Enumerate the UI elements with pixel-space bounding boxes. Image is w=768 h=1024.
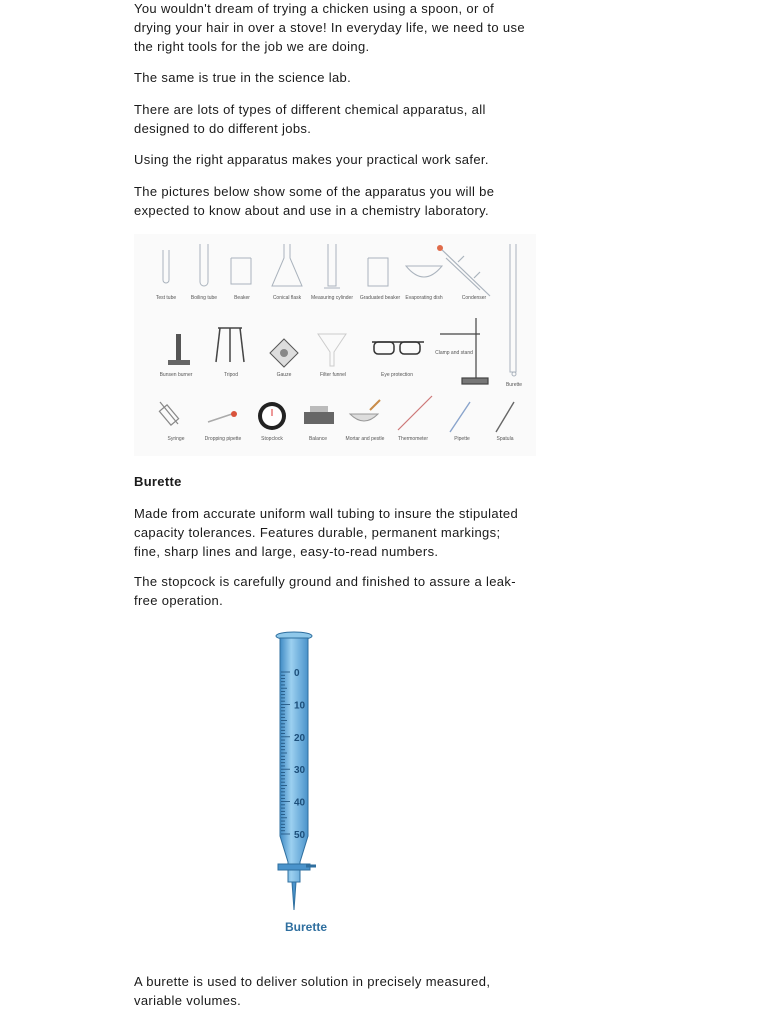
label-test-tube: Test tube [155, 295, 177, 301]
condenser-icon [437, 245, 490, 296]
label-clamp-and-stand: Clamp and stand [435, 350, 473, 356]
label-condenser: Condenser [461, 295, 487, 301]
label-graduated-beaker: Graduated beaker [359, 295, 401, 301]
label-spatula: Spatula [496, 436, 514, 442]
measuring-cylinder-icon [324, 244, 340, 288]
label-gauze: Gauze [276, 372, 292, 378]
stopcock-paragraph: The stopcock is carefully ground and finished to assure a leak-free operation. [134, 574, 516, 608]
boiling-tube-icon [200, 244, 208, 286]
label-thermometer: Thermometer [397, 436, 429, 442]
dropping-pipette-icon [208, 411, 237, 422]
label-measuring-cylinder: Measuring cylinder [311, 295, 353, 301]
label-evaporating-dish: Evaporating dish [405, 295, 443, 301]
gauze-icon [270, 339, 298, 367]
label-dropping-pipette: Dropping pipette [204, 436, 242, 442]
burette-scale-label: 40 [294, 797, 306, 809]
burette-scale-label: 30 [294, 765, 306, 777]
evaporating-dish-icon [406, 266, 442, 277]
tripod-icon [216, 328, 244, 362]
spatula-icon [496, 402, 514, 432]
graduated-beaker-icon [368, 258, 388, 286]
pipette-icon [450, 402, 470, 432]
burette-scale-label: 0 [294, 668, 300, 679]
label-syringe: Syringe [167, 436, 185, 442]
pictures-paragraph: The pictures below show some of the apparatus you will be expected to know about and use in a chemistry laboratory. [134, 184, 495, 218]
burette-scale-label: 10 [294, 700, 306, 712]
apparatus-figure [134, 234, 536, 456]
safer-paragraph: Using the right apparatus makes your practical work safer. [134, 152, 489, 167]
label-tripod: Tripod [224, 372, 238, 378]
burette-scale-label: 20 [294, 732, 306, 744]
syringe-icon [159, 402, 178, 425]
burette-description-paragraph: Made from accurate uniform wall tubing to insure the stipulated capacity tolerances. Features durable, permanent markings; fine, sharp lines and large, easy-to-read numbers. [134, 506, 519, 559]
bunsen-burner-icon [168, 334, 190, 365]
label-eye-protection: Eye protection [381, 372, 413, 378]
intro-paragraph: You wouldn't dream of trying a chicken using a spoon, or of drying your hair in over a stove! In everyday life, we need to use the right tools for the job we are doing. [134, 1, 525, 54]
filter-funnel-icon [318, 334, 346, 366]
burette-caption: Burette [284, 920, 328, 934]
stopclock-icon [258, 402, 286, 430]
label-bunsen-burner: Bunsen burner [159, 372, 193, 378]
eye-protection-icon [372, 342, 424, 354]
test-tube-icon [163, 250, 169, 283]
label-pipette: Pipette [454, 436, 470, 442]
label-stopclock: Stopclock [261, 436, 283, 442]
burette-small-icon [510, 244, 516, 376]
label-beaker: Beaker [234, 295, 250, 301]
label-balance: Balance [308, 436, 328, 442]
beaker-icon [231, 258, 251, 284]
burette-use-paragraph: A burette is used to deliver solution in precisely measured, variable volumes. [134, 974, 491, 1008]
burette-figure [244, 626, 368, 940]
burette-heading: Burette [134, 474, 182, 489]
thermometer-icon [398, 396, 432, 430]
label-conical-flask: Conical flask [272, 295, 302, 301]
label-burette-small: Burette [505, 382, 523, 388]
burette-scale-label: 50 [294, 830, 306, 841]
mortar-and-pestle-icon [350, 400, 380, 421]
label-mortar-and-pestle: Mortar and pestle [345, 436, 385, 442]
balance-icon [304, 406, 334, 424]
label-boiling-tube: Boiling tube [190, 295, 218, 301]
label-filter-funnel: Filter funnel [319, 372, 347, 378]
lab-paragraph: The same is true in the science lab. [134, 70, 352, 85]
conical-flask-icon [272, 244, 302, 286]
types-paragraph: There are lots of types of different chemical apparatus, all designed to do different jobs. [134, 102, 486, 136]
